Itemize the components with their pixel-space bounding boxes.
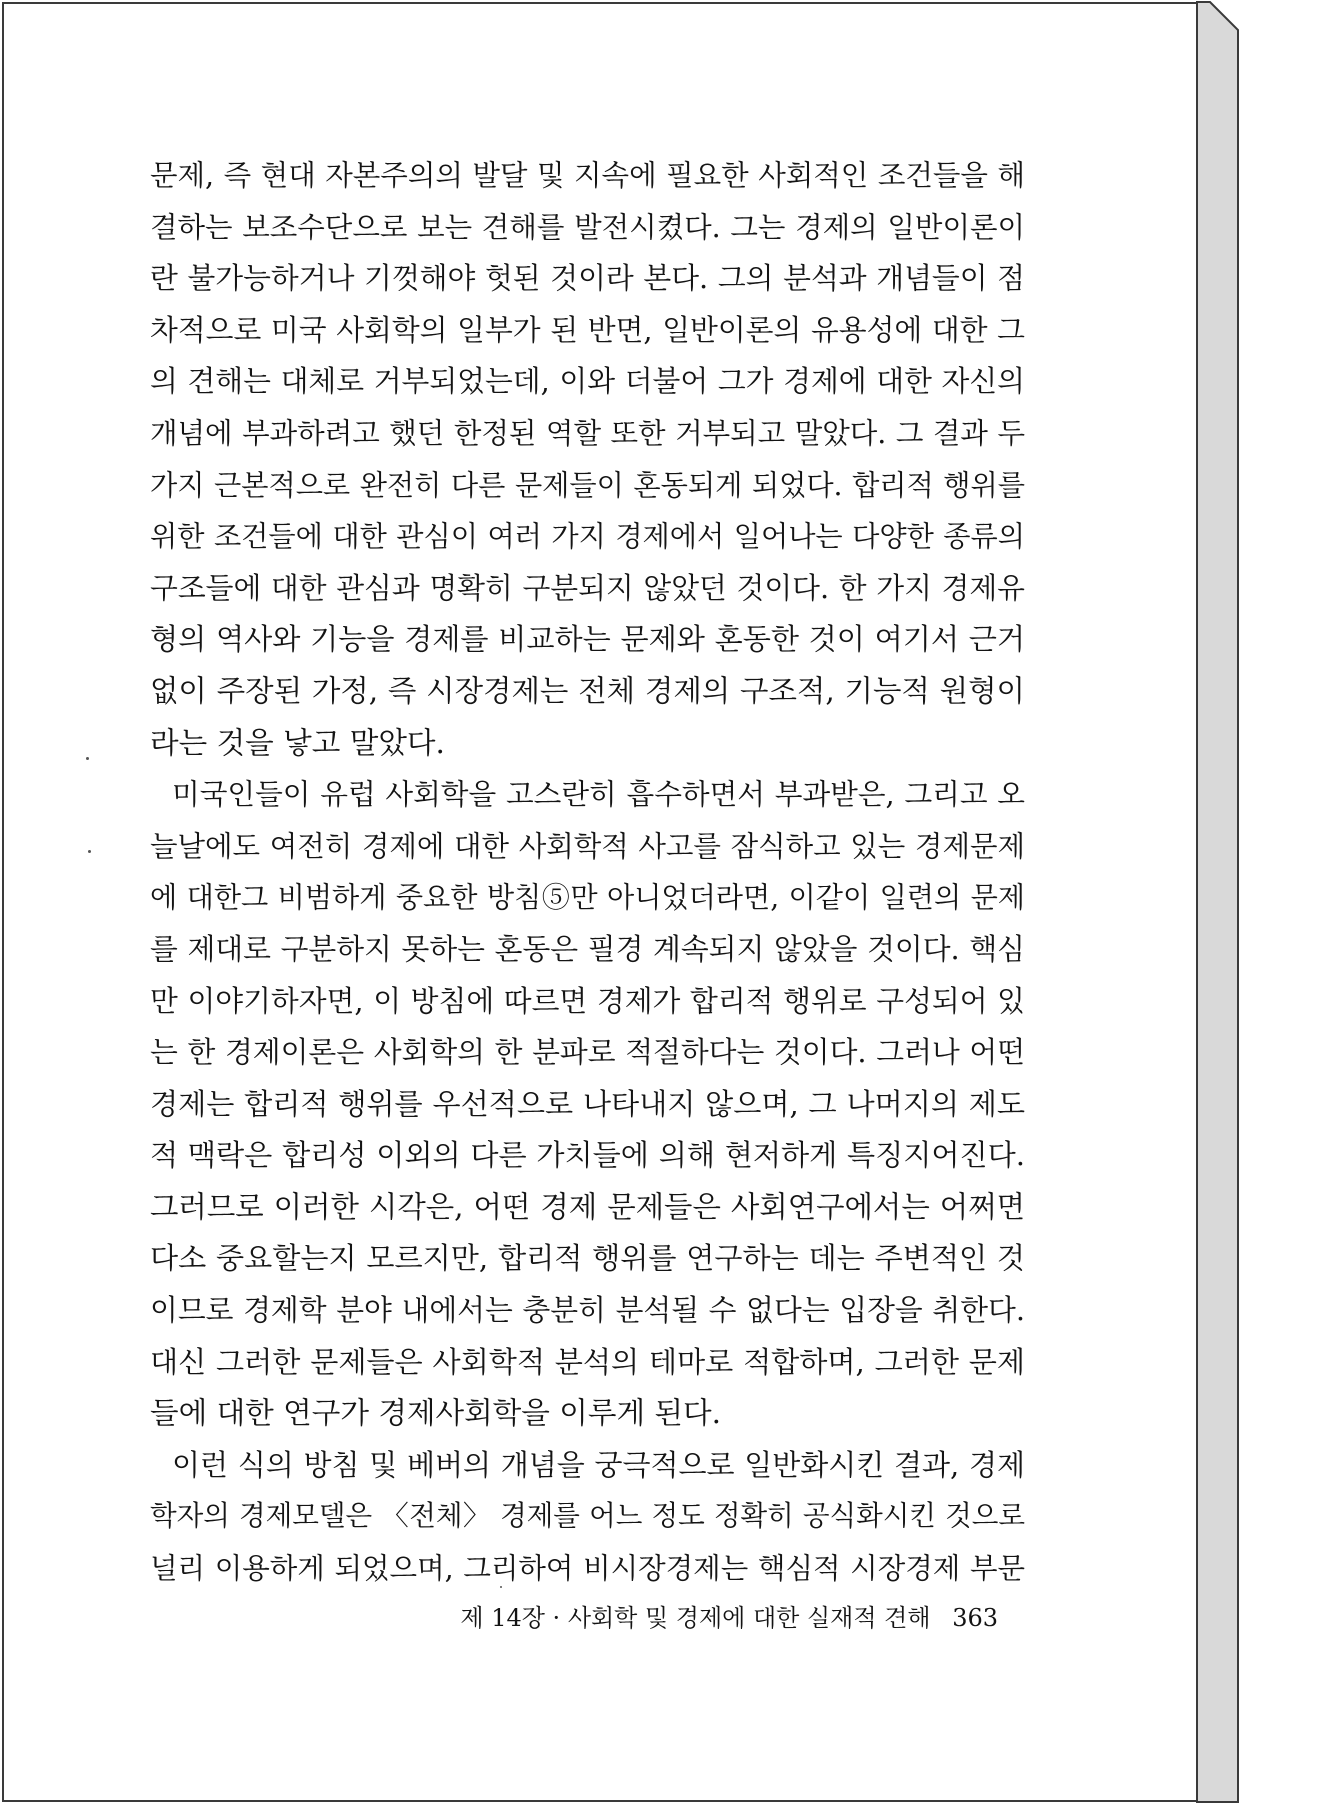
text-line: 구조들에 대한 관심과 명확히 구분되지 않았던 것이다. 한 가지 경제유 [150,570,1025,605]
text-line: 늘날에도 여전히 경제에 대한 사회학적 사고를 잠식하고 있는 경제문제 [150,829,1025,863]
text-line: 차적으로 미국 사회학의 일부가 된 반면, 일반이론의 유용성에 대한 그 [150,312,1025,347]
text-line: 형의 역사와 기능을 경제를 비교하는 문제와 혼동한 것이 여기서 근거 [150,622,1025,657]
paragraph-2 [150,769,1025,1440]
scan-speck [88,850,91,853]
text-line: 에 대한그 비범하게 중요한 방침⑤만 아니었더라면, 이같이 일련의 문제 [150,881,1025,915]
text-line: 그러므로 이러한 시각은, 어떤 경제 문제들은 사회연구에서는 어쩌면 [150,1189,1025,1224]
text-line: 대신 그러한 문제들은 사회학적 분석의 테마로 적합하며, 그러한 문제 [150,1344,1025,1379]
text-line: 란 불가능하거나 기껏해야 헛된 것이라 본다. 그의 분석과 개념들이 점 [150,261,1025,296]
text-line: 개념에 부과하려고 했던 한정된 역할 또한 거부되고 말았다. 그 결과 두 [150,416,1025,450]
scan-speck [86,757,89,760]
running-title: 제 14장 · 사회학 및 경제에 대한 실재적 견해 [460,1604,931,1632]
text-line: 들에 대한 연구가 경제사회학을 이루게 된다. [150,1396,722,1431]
text-line: 를 제대로 구분하지 못하는 혼동은 필경 계속되지 않았을 것이다. 핵심 [150,931,1025,966]
page-number: 363 [952,1604,998,1632]
text-line: 가지 근본적으로 완전히 다른 문제들이 혼동되게 되었다. 합리적 행위를 [150,468,1025,502]
page-edge-right [1197,2,1238,1802]
text-line: 다소 중요할는지 모르지만, 합리적 행위를 연구하는 데는 주변적인 것 [150,1241,1025,1276]
text-line: 경제는 합리적 행위를 우선적으로 나타내지 않으며, 그 나머지의 제도 [150,1086,1025,1121]
body-text [150,150,1025,1595]
text-line: 학자의 경제모델은 〈전체〉 경제를 어느 정도 정확히 공식화시킨 것으로 [150,1500,1025,1533]
text-line: 널리 이용하게 되었으며, 그리하여 비시장경제는 핵심적 시장경제 부문 [150,1552,1025,1586]
text-line: 이런 식의 방침 및 베버의 개념을 궁극적으로 일반화시킨 결과, 경제 [172,1447,1025,1482]
text-line: 문제, 즉 현대 자본주의의 발달 및 지속에 필요한 사회적인 조건들을 해 [150,159,1025,192]
text-line: 는 한 경제이론은 사회학의 한 분파로 적절하다는 것이다. 그러나 어떤 [150,1035,1025,1070]
paragraph-3 [150,1440,1025,1595]
text-line: 만 이야기하자면, 이 방침에 따르면 경제가 합리적 행위로 구성되어 있 [150,983,1025,1018]
text-line: 적 맥락은 합리성 이외의 다른 가치들에 의해 현저하게 특징지어진다. [150,1138,1025,1173]
text-line: 이므로 경제학 분야 내에서는 충분히 분석될 수 없다는 입장을 취한다. [150,1293,1025,1328]
page-footer [150,1598,998,1633]
text-line: 미국인들이 유럽 사회학을 고스란히 흡수하면서 부과받은, 그리고 오 [172,777,1025,812]
text-line: 의 견해는 대체로 거부되었는데, 이와 더불어 그가 경제에 대한 자신의 [150,364,1025,399]
text-line: 위한 조건들에 대한 관심이 여러 가지 경제에서 일어나는 다양한 종류의 [150,520,1025,554]
text-line: 라는 것을 낳고 말았다. [150,725,445,760]
text-line: 결하는 보조수단으로 보는 견해를 발전시켰다. 그는 경제의 일반이론이 [150,210,1025,244]
paragraph-1 [150,150,1025,769]
text-line: 없이 주장된 가정, 즉 시장경제는 전체 경제의 구조적, 기능적 원형이 [150,673,1025,708]
